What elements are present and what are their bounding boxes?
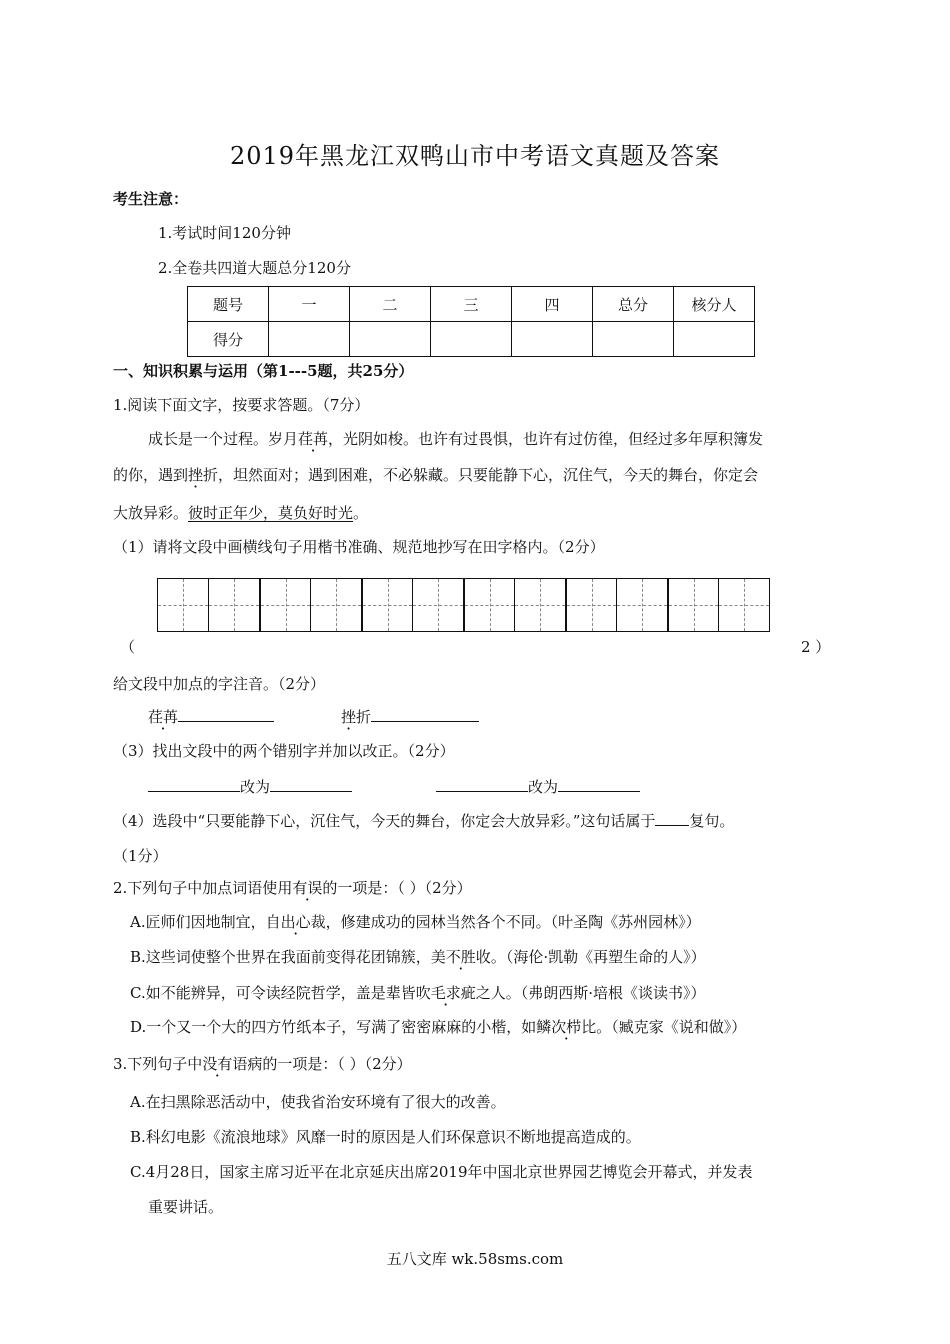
score-table [187,286,755,357]
table-header: 二 [350,287,431,322]
option-b: B.这些词使整个世界在我面前变得花团锦簇，美不胜收。（海伦·凯勒《再塑生命的人》） [130,948,706,966]
page-title: 2019年黑龙江双鸭山市中考语文真题及答案 [229,142,721,170]
answer-blank[interactable] [270,775,352,792]
option-a: A.在扫黑除恶活动中，使我省治安环境有了很大的改善。 [130,1093,506,1111]
option-c: C.4月28日，国家主席习近平在北京延庆出席2019年中国北京世界园艺博览会开幕式，并发表 [130,1163,753,1181]
table-header: 总分 [593,287,674,322]
answer-blank[interactable] [558,775,640,792]
notice-item: 1.考试时间120分钟 [158,224,291,242]
score-cell[interactable] [512,322,593,357]
table-header: 题号 [188,287,269,322]
grid-cell[interactable] [310,578,362,632]
section-heading: 一、知识积累与运用（第1---5题，共25分） [113,362,414,380]
notice-item: 2.全卷共四道大题总分120分 [158,259,351,277]
option-a: A.匠师们因地制宜，自出心裁，修建成功的园林当然各个不同。（叶圣陶《苏州园林》） [130,913,701,931]
sub-question: 给文段中加点的字注音。（2分） [113,675,326,693]
table-header: 一 [269,287,350,322]
dotted-word: 荏苒 [298,430,329,448]
grid-cell[interactable] [463,578,515,632]
answer-blank[interactable] [178,705,274,722]
option-d: D.一个又一个大的四方竹纸本子，写满了密密麻麻的小楷，如鳞次栉比。（臧克家《说和做》） [130,1018,747,1036]
score-cell[interactable] [431,322,512,357]
grid-cell[interactable] [667,578,719,632]
option-c-cont: 重要讲话。 [148,1198,224,1216]
pinyin-item: 荏苒 [148,705,274,727]
question-stem: 2.下列句子中加点词语使用有误的一项是：（ ）（2分） [113,879,472,897]
passage-line: 的你，遇到挫折，坦然面对；遇到困难，不必躲藏。只要能静下心，沉住气，今天的舞台，你定会 [113,466,759,484]
sub-question: （3）找出文段中的两个错别字并加以改正。（2分） [113,742,455,760]
tianzige-grid[interactable] [157,578,769,632]
correction-item: 改为 [148,775,352,797]
grid-cell[interactable] [208,578,260,632]
sub-label: （ [120,638,136,656]
grid-cell[interactable] [565,578,617,632]
score-cell[interactable] [350,322,431,357]
correction-item: 改为 [436,775,640,797]
table-row-label: 得分 [188,322,269,357]
score-note: （1分） [113,847,168,865]
passage-line: 大放异彩。彼时正年少，莫负好时光。 [113,504,369,522]
dotted-word: 挫 [188,466,204,484]
table-header: 三 [431,287,512,322]
answer-blank[interactable] [655,809,689,826]
grid-cell[interactable] [412,578,464,632]
footer: 五八文库 wk.58sms.com [386,1250,564,1268]
grid-cell[interactable] [157,578,209,632]
grid-cell[interactable] [718,578,770,632]
sub-question: （4）选段中“只要能静下心，沉住气，今天的舞台，你定会大放异彩。”这句话属于 复句。 [113,809,734,831]
pinyin-item: 挫折 [341,705,479,727]
grid-cell[interactable] [514,578,566,632]
sub-label: 2 ） [801,638,831,656]
question-stem: 1.阅读下面文字，按要求答题。（7分） [113,396,370,414]
answer-blank[interactable] [436,775,528,792]
notice-heading: 考生注意： [113,190,189,208]
table-row [188,287,755,322]
score-cell[interactable] [593,322,674,357]
question-stem: 3.下列句子中没有语病的一项是：（ ）（2分） [113,1055,412,1073]
grid-cell[interactable] [361,578,413,632]
score-cell[interactable] [674,322,755,357]
answer-blank[interactable] [148,775,240,792]
sub-question: （1）请将文段中画横线句子用楷书准确、规范地抄写在田字格内。（2分） [113,538,605,556]
underlined-sentence: 彼时正年少，莫负好时光 [188,504,354,522]
grid-cell[interactable] [259,578,311,632]
table-row [188,322,755,357]
option-b: B.科幻电影《流浪地球》风靡一时的原因是人们环保意识不断地提高造成的。 [130,1128,641,1146]
passage-line: 成长是一个过程。岁月荏苒，光阴如梭。也许有过畏惧，也许有过仿徨，但经过多年厚积簿发 [148,430,764,448]
answer-blank[interactable] [371,705,479,722]
grid-cell[interactable] [616,578,668,632]
score-cell[interactable] [269,322,350,357]
table-header: 核分人 [674,287,755,322]
table-header: 四 [512,287,593,322]
option-c: C.如不能辨异，可令读经院哲学，盖是辈皆吹毛求疵之人。（弗朗西斯·培根《谈读书》） [130,984,706,1002]
